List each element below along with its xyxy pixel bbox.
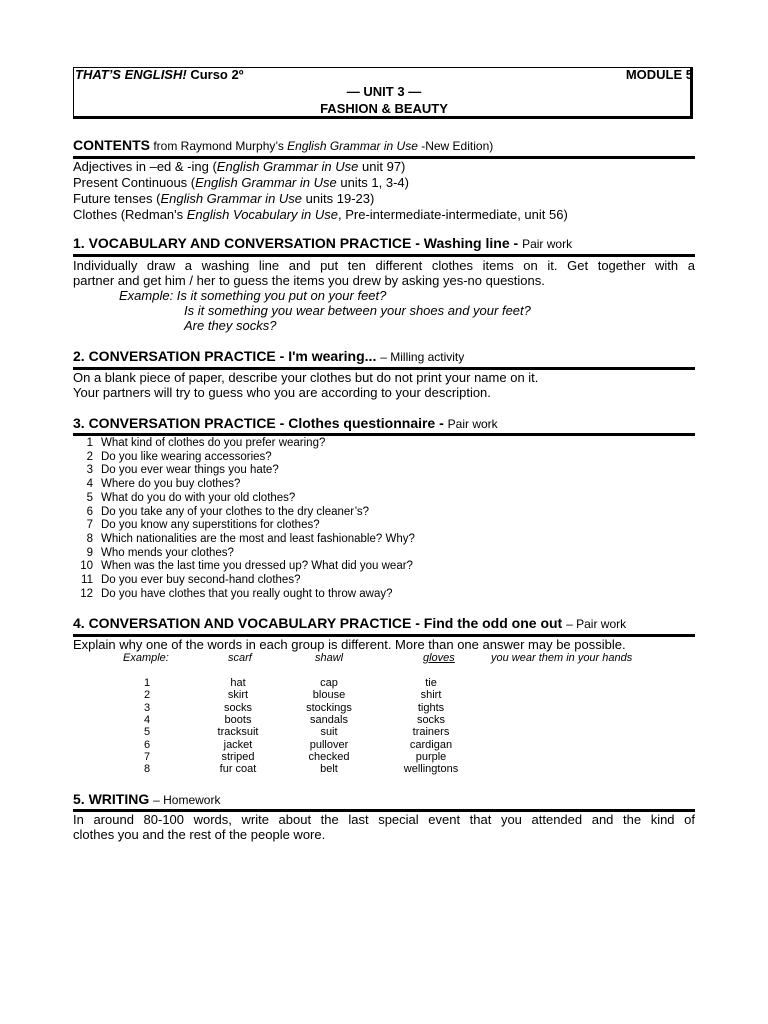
example-word: scarf	[228, 652, 252, 664]
question-text: Do you know any superstitions for clothes?	[101, 519, 320, 532]
word-cell: wellingtons	[403, 763, 459, 776]
row-number: 6	[143, 738, 151, 751]
word-cell: cardigan	[409, 738, 453, 751]
section-5-heading: 5. WRITING – Homework	[73, 791, 221, 807]
word-cell: checked	[308, 750, 350, 763]
question-number: 12	[80, 587, 93, 600]
section-1-text: Individually draw a washing line and put ten different clothes items on it. Get together with a	[73, 258, 695, 273]
question-text: What do you do with your old clothes?	[101, 491, 296, 504]
question-number: 2	[86, 450, 93, 463]
section-1-text: partner and get him / her to guess the items you drew by asking yes-no questions.	[73, 273, 545, 288]
question-text: Do you ever buy second-hand clothes?	[101, 574, 301, 586]
word-cell: purple	[415, 750, 447, 763]
question-text: Which nationalities are the most and least fashionable? Why?	[101, 532, 415, 545]
contents-item: Future tenses (English Grammar in Use units 19-23)	[73, 191, 375, 206]
question-text: When was the last time you dressed up? What did you wear?	[101, 560, 413, 573]
word-cell: striped	[221, 750, 255, 763]
section-3-heading: 3. CONVERSATION PRACTICE - Clothes questionnaire - Pair work	[73, 415, 498, 431]
word-cell: fur coat	[219, 763, 257, 776]
word-cell: tracksuit	[217, 726, 259, 739]
example-line: Are they socks?	[184, 318, 277, 333]
section-5-text: In around 80-100 words, write about the last special event that you attended and the kind of	[73, 812, 695, 827]
divider	[73, 254, 695, 257]
word-cell: hat	[230, 677, 246, 689]
word-cell: jacket	[223, 738, 253, 751]
word-cell: stockings	[306, 701, 352, 714]
example-word-odd: gloves	[423, 652, 455, 664]
row-number: 4	[143, 713, 151, 726]
contents-heading: CONTENTS from Raymond Murphy’s English Grammar in Use -New Edition)	[73, 137, 494, 153]
question-number: 6	[86, 505, 93, 518]
example-label: Example:	[123, 652, 169, 664]
question-text: Do you take any of your clothes to the dry cleaner’s?	[101, 505, 370, 518]
question-number: 1	[86, 437, 93, 449]
contents-item: Clothes (Redman's English Vocabulary in Use, Pre-intermediate-intermediate, unit 56)	[73, 207, 568, 222]
row-number: 5	[143, 726, 151, 739]
word-cell: suit	[320, 726, 338, 739]
word-cell: tights	[417, 701, 445, 714]
example-note: you wear them in your hands	[491, 652, 633, 664]
header-row	[73, 67, 695, 83]
contents-item: Present Continuous (English Grammar in Use units 1, 3-4)	[73, 175, 409, 190]
word-cell: tie	[425, 677, 437, 689]
question-text: Do you have clothes that you really ought to throw away?	[101, 587, 393, 600]
row-number: 2	[143, 689, 151, 702]
unit-label: — UNIT 3 —	[346, 84, 422, 99]
row-number: 3	[143, 701, 151, 714]
example-line: Is it something you wear between your shoes and your feet?	[184, 303, 531, 318]
question-number: 8	[86, 532, 93, 545]
question-text: Do you like wearing accessories?	[101, 450, 272, 463]
question-text: What kind of clothes do you prefer wearing?	[101, 437, 326, 449]
word-cell: skirt	[227, 689, 249, 702]
section-2-text: Your partners will try to guess who you are according to your description.	[73, 385, 491, 400]
example-word: shawl	[315, 652, 344, 664]
question-text: Where do you buy clothes?	[101, 478, 241, 491]
question-text: Who mends your clothes?	[101, 546, 234, 559]
question-number: 3	[86, 464, 93, 477]
row-number: 1	[143, 677, 151, 689]
section-2-heading: 2. CONVERSATION PRACTICE - I'm wearing... – Milling activity	[73, 348, 465, 364]
question-number: 9	[86, 546, 93, 559]
word-cell: blouse	[312, 689, 346, 702]
question-number: 5	[86, 491, 93, 504]
word-cell: boots	[224, 713, 252, 726]
divider	[73, 433, 695, 436]
word-cell: pullover	[309, 738, 349, 751]
section-4-text: Explain why one of the words in each group is different. More than one answer may be possible.	[73, 637, 626, 652]
word-cell: sandals	[310, 713, 348, 726]
word-cell: socks	[416, 713, 446, 726]
question-number: 10	[80, 560, 93, 573]
section-2-text: On a blank piece of paper, describe your clothes but do not print your name on it.	[73, 370, 539, 385]
word-cell: socks	[223, 701, 253, 714]
contents-item: Adjectives in –ed & -ing (English Grammar in Use unit 97)	[73, 159, 406, 174]
question-number: 11	[81, 574, 93, 586]
question-text: Do you ever wear things you hate?	[101, 464, 279, 477]
row-number: 7	[143, 750, 151, 763]
row-number: 8	[143, 763, 151, 776]
section-4-heading: 4. CONVERSATION AND VOCABULARY PRACTICE - Find the odd one out – Pair work	[73, 615, 627, 631]
question-number: 7	[86, 519, 93, 532]
course-title: THAT’S ENGLISH! Curso 2º	[75, 67, 244, 82]
word-cell: shirt	[420, 689, 442, 702]
example-line: Example: Is it something you put on your feet?	[119, 288, 387, 303]
module-label: MODULE 5	[625, 67, 693, 82]
section-1-heading: 1. VOCABULARY AND CONVERSATION PRACTICE - Washing line - Pair work	[73, 235, 573, 251]
word-cell: trainers	[412, 726, 450, 739]
question-number: 4	[86, 478, 93, 491]
topic-title: FASHION & BEAUTY	[320, 101, 448, 116]
word-cell: belt	[320, 763, 338, 776]
word-cell: cap	[320, 677, 338, 689]
section-5-text: clothes you and the rest of the people wore.	[73, 827, 326, 842]
